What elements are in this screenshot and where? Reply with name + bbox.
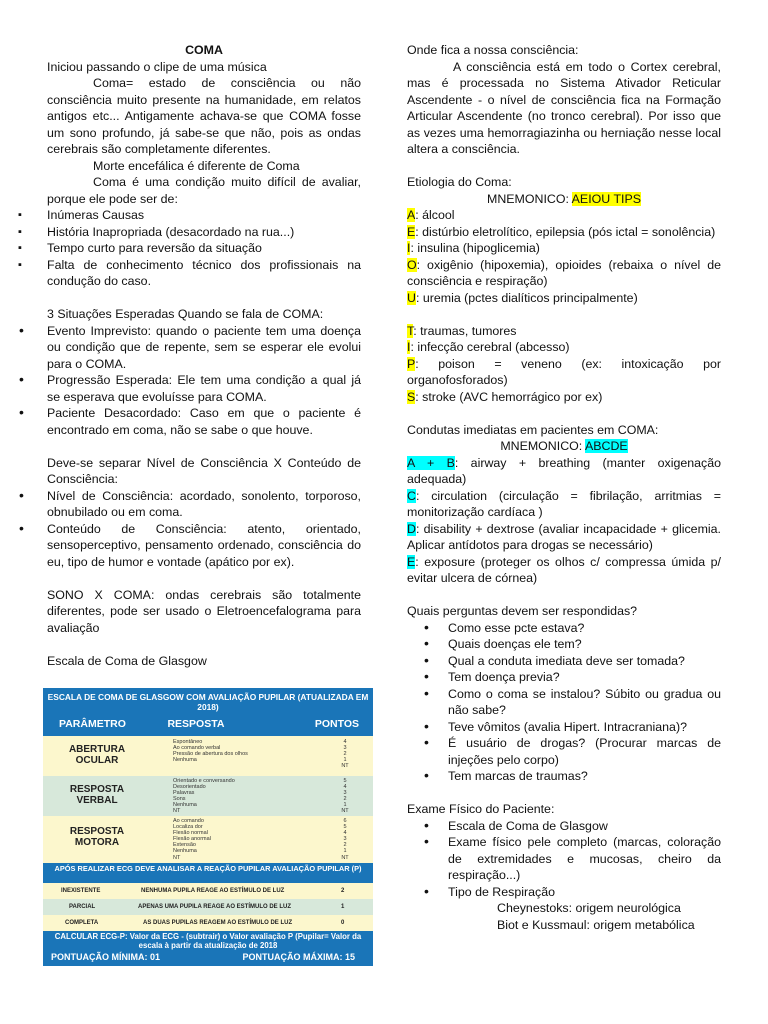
where-text: A consciência está em todo o Cortex cerebral, mas é processada no Sistema Ativador Reticular Ascendente - o nível de consciência fica na Formação Articular Ascendente (no tronco cerebral). Por isso que as vezes uma hemorragiazinha ou herniação nesse local altera a consciência. <box>407 59 721 156</box>
consciousness-list <box>47 488 361 571</box>
gcs-eye-opening <box>43 736 373 776</box>
page-title: COMA <box>185 43 223 57</box>
gcs-item: Pressão de abertura dos olhos <box>173 751 248 758</box>
list-item: S: stroke (AVC hemorrágico por ex) <box>407 389 603 404</box>
gcs-item: Sons <box>173 796 186 803</box>
gcs-item: Ao comando <box>173 818 204 824</box>
list-item: • Paciente Desacordado: Caso em que o paciente é encontrado em coma, não se sabe o que houve. <box>47 405 361 438</box>
list-item: T: traumas, tumores <box>407 323 517 338</box>
exam-heading: Exame Físico do Paciente: <box>407 802 555 816</box>
gcs-point: NT <box>341 808 349 815</box>
situations-heading: 3 Situações Esperadas Quando se fala de COMA: <box>47 307 324 321</box>
list-item: ▪ História Inapropriada (desacordado na rua...) <box>47 224 361 241</box>
gcs-point: 4 <box>343 784 347 791</box>
gcs-pupil-row <box>43 915 373 931</box>
gcs-point: 5 <box>343 778 347 784</box>
list-item: U: uremia (pctes dialíticos principalmente) <box>407 290 638 305</box>
list-item: I: insulina (hipoglicemia) <box>407 241 540 255</box>
mnemonic-highlight: ABCDE <box>584 439 628 453</box>
list-item: • Teve vômitos (avalia Hipert. Intracraniana)? <box>448 719 721 736</box>
gcs-point: 1 <box>343 757 347 764</box>
pupil-row-desc: NENHUMA PUPILA REAGE AO ESTÍMULO DE LUZ <box>141 888 285 894</box>
gcs-calc-note: CALCULAR ECG-P: Valor da ECG - (subtrair) o Valor avaliação P (Pupilar= Valor da escala à partir da atualização de 2018 <box>54 932 362 950</box>
gcs-max: PONTUAÇÃO MÁXIMA: 15 <box>242 952 355 962</box>
list-item: • Tem marcas de traumas? <box>448 768 721 785</box>
sleep-vs-coma: SONO X COMA: ondas cerebrais são totalmente diferentes, pode ser usado o Eletroencefalograma para avaliação <box>47 587 361 635</box>
mnemonic-aeiou: MNEMONICO: AEIOU TIPS <box>487 191 641 206</box>
pupil-row-name: COMPLETA <box>65 920 99 926</box>
etiology-heading: Etiologia do Coma: <box>407 175 512 189</box>
gcs-block-label: ABERTURA OCULAR <box>68 744 126 766</box>
list-item: E: distúrbio eletrolítico, epilepsia (pós ictal = sonolência) <box>407 224 716 239</box>
difficulty-note: Coma é uma condição muito difícil de avaliar, porque ele pode ser de: <box>47 175 361 206</box>
list-item: ▪ Inúmeras Causas <box>47 207 361 224</box>
gcs-item: Extensão <box>173 842 196 849</box>
gcs-min: PONTUAÇÃO MÍNIMA: 01 <box>51 952 161 962</box>
gcs-item: Desorientado <box>173 784 206 791</box>
gcs-pupil-row <box>43 883 373 899</box>
list-item: ▪ Falta de conhecimento técnico dos profissionais na condução do caso. <box>47 257 361 290</box>
gcs-point: 2 <box>343 796 347 803</box>
gcs-item: Nenhuma <box>173 848 197 855</box>
list-item: A: álcool <box>407 208 455 222</box>
gcs-point: 6 <box>343 818 347 824</box>
gcs-item: Localiza dor <box>173 824 203 831</box>
pupil-row-points: 1 <box>341 904 345 910</box>
mnemonic-abcde: MNEMONICO: ABCDE <box>500 439 628 453</box>
list-item: • Qual a conduta imediata deve ser tomada? <box>448 653 721 670</box>
gcs-item: NT <box>173 808 181 815</box>
list-item: A + B: airway + breathing (manter oxigenação adequada) <box>407 455 722 486</box>
list-item: • Quais doenças ele tem? <box>448 636 721 653</box>
pupil-row-name: INEXISTENTE <box>61 888 101 894</box>
brain-death-note: Morte encefálica é diferente de Coma <box>93 158 300 173</box>
gcs-item: Espontâneo <box>173 739 203 745</box>
gcs-point: NT <box>341 854 349 861</box>
gcs-block-items <box>173 739 248 763</box>
pupil-row-points: 2 <box>341 888 345 894</box>
list-item: • Como esse pcte estava? <box>448 620 721 637</box>
glasgow-scale-table <box>43 688 373 966</box>
list-item: • Exame físico pele completo (marcas, coloração de extremidades e mucosas, cheiro da respiração...) <box>448 834 721 884</box>
pupil-row-desc: APENAS UMA PUPILA REAGE AO ESTÍMULO DE LUZ <box>138 904 292 910</box>
gcs-motor-response <box>43 816 373 863</box>
gcs-header: ESCALA DE COMA DE GLASGOW COM AVALIAÇÃO PUPILAR (ATUALIZADA EM 2018) <box>47 692 369 712</box>
gcs-item: Palavras <box>173 790 195 797</box>
causes-list <box>47 207 361 290</box>
coma-definition: Coma= estado de consciência ou não consciência muito presente na humanidade, em relatos antigos etc... Antigamente achava-se que COMA fosse um sono profundo, já sabe-se que não, pois as ondas cerebrais são completamente diferentes. <box>47 76 361 156</box>
gcs-item: NT <box>173 854 181 861</box>
list-item: • Escala de Coma de Glasgow <box>448 818 721 835</box>
gcs-item: Nenhuma <box>173 757 197 764</box>
gcs-block-items <box>173 818 211 861</box>
gcs-pupil-header: APÓS REALIZAR ECG DEVE ANALISAR A REAÇÃO PUPILAR AVALIAÇÃO PUPILAR (P) <box>54 864 362 873</box>
gcs-point: 3 <box>343 745 347 752</box>
list-item: • Como o coma se instalou? Súbito ou gradua ou não sabe? <box>448 686 721 719</box>
list-item: D: disability + dextrose (avaliar incapacidade + glicemia. Aplicar antídotos para drogas se necessário) <box>407 521 721 552</box>
questions-heading: Quais perguntas devem ser respondidas? <box>407 604 638 618</box>
gcs-point: 3 <box>343 836 347 843</box>
respiration-neuro: Cheynestoks: origem neurológica <box>497 901 681 915</box>
gcs-point: 4 <box>343 830 347 837</box>
right-column <box>407 42 721 933</box>
list-item: O: oxigênio (hipoxemia), opioides (rebaixa o nível de consciência e respiração) <box>407 257 721 288</box>
gcs-block-points <box>339 818 351 861</box>
gcs-point: 1 <box>343 802 347 809</box>
pupil-row-name: PARCIAL <box>69 904 96 910</box>
questions-list <box>407 620 721 785</box>
gcs-block-points <box>339 778 351 815</box>
list-item: E: exposure (proteger os olhos c/ compressa úmida p/ evitar ulcera de córnea) <box>407 554 721 585</box>
gcs-block-label: RESPOSTA MOTORA <box>69 826 125 848</box>
left-column <box>47 42 361 669</box>
gcs-point: 1 <box>343 848 347 855</box>
gcs-col-response: RESPOSTA <box>167 718 225 730</box>
pupil-row-desc: AS DUAS PUPILAS REAGEM AO ESTÍMULO DE LUZ <box>143 920 293 926</box>
mnemonic-highlight: AEIOU TIPS <box>571 191 641 206</box>
list-item: C: circulation (circulação = fibrilação, arritmias = monitorização cardíaca ) <box>407 488 721 519</box>
gcs-item: Flexão normal <box>173 830 208 837</box>
list-item: • Tipo de Respiração <box>448 884 721 901</box>
gcs-pupil-row <box>43 899 373 915</box>
list-item: P: poison = veneno (ex: intoxicação por organofosforados) <box>407 356 721 387</box>
gcs-point: 2 <box>343 751 347 758</box>
list-item: • Conteúdo de Consciência: atento, orientado, sensoperceptivo, pensamento ordenado, consciência do eu, tipo de humor e vontade (apático por ex). <box>47 521 361 571</box>
list-item: • É usuário de drogas? (Procurar marcas de injeções pelo corpo) <box>448 735 721 768</box>
list-item: • Nível de Consciência: acordado, sonolento, torporoso, obnubilado ou em coma. <box>47 488 361 521</box>
gcs-block-label: RESPOSTA VERBAL <box>69 784 125 806</box>
conduct-heading: Condutas imediatas em pacientes em COMA: <box>407 422 659 437</box>
intro-line: Iniciou passando o clipe de uma música <box>47 59 267 74</box>
gcs-point: 5 <box>343 824 347 831</box>
gcs-column-headers <box>43 712 373 734</box>
gcs-block-points <box>339 739 351 769</box>
list-item: ▪ Tempo curto para reversão da situação <box>47 240 361 257</box>
gcs-block-items <box>173 778 235 815</box>
gcs-col-parameter: PARÂMETRO <box>59 718 126 730</box>
list-item: • Tem doença previa? <box>448 669 721 686</box>
exam-list <box>407 818 721 901</box>
gcs-item: Ao comando verbal <box>173 745 221 752</box>
gcs-point: 4 <box>343 739 347 745</box>
pupil-row-points: 0 <box>341 920 345 926</box>
gcs-item: Nenhuma <box>173 802 197 809</box>
where-heading: Onde fica a nossa consciência: <box>407 43 579 57</box>
respiration-metabolic: Biot e Kussmaul: origem metabólica <box>497 917 695 932</box>
gcs-point: 2 <box>343 842 347 849</box>
list-item: • Progressão Esperada: Ele tem uma condição a qual já se esperava que evoluísse para COMA. <box>47 372 361 405</box>
glasgow-heading: Escala de Coma de Glasgow <box>47 653 207 668</box>
list-item: • Evento Imprevisto: quando o paciente tem uma doença ou condição que de repente, sem se esperar ele evolui para o COMA. <box>47 323 361 373</box>
separate-heading: Deve-se separar Nível de Consciência X Conteúdo de Consciência: <box>47 455 361 486</box>
gcs-item: Orientado e conversando <box>173 778 235 784</box>
gcs-point: NT <box>341 763 349 770</box>
gcs-item: Flexão anormal <box>173 836 211 843</box>
list-item: I: infecção cerebral (abcesso) <box>407 340 570 354</box>
gcs-col-points: PONTOS <box>314 718 359 730</box>
situations-list <box>47 323 361 439</box>
gcs-point: 3 <box>343 790 347 797</box>
gcs-verbal-response <box>43 776 373 816</box>
